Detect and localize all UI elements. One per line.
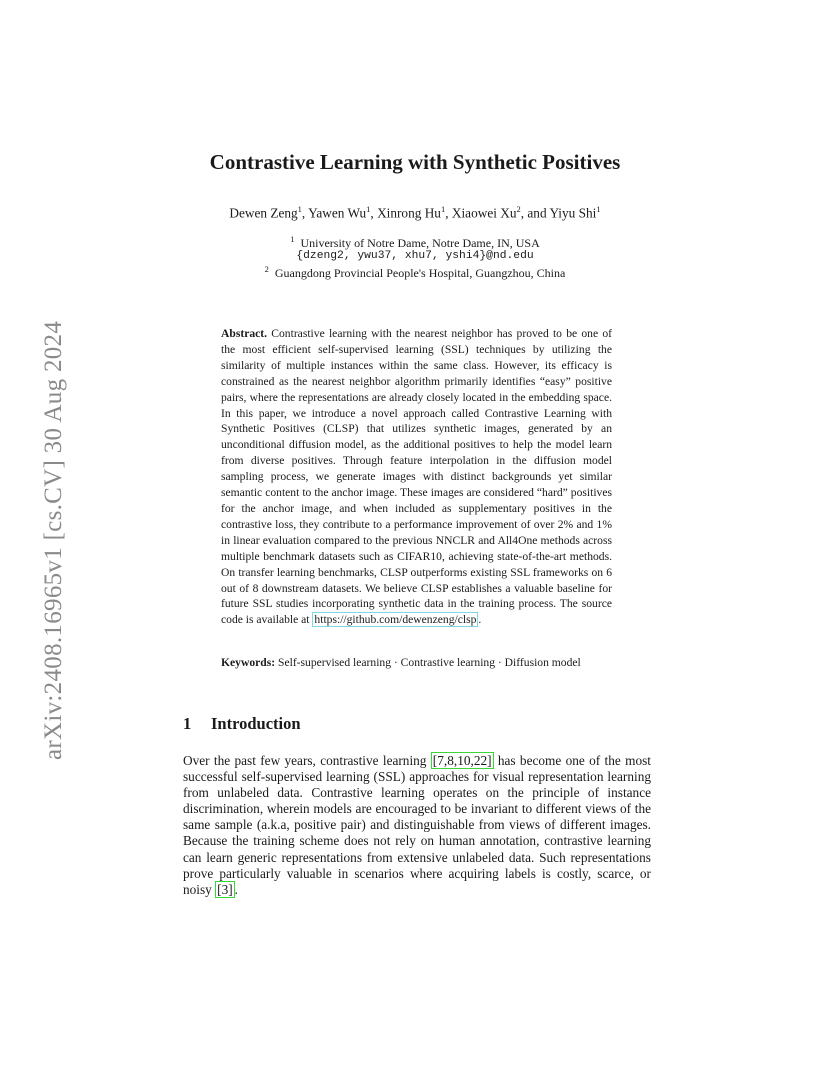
section-title: Introduction [211, 714, 301, 733]
author-name: Dewen Zeng [229, 205, 298, 221]
author-name: Xinrong Hu [377, 205, 441, 221]
citation-link[interactable]: 10 [457, 753, 471, 768]
citation-link[interactable]: 8 [447, 753, 454, 768]
arxiv-stamp: arXiv:2408.16965v1 [cs.CV] 30 Aug 2024 [40, 320, 67, 760]
affiliation-1: $^1$ University of Notre Dame, Notre Dame, IN, USA [290, 234, 540, 250]
affiliation-2: $^2$ Guangdong Provincial People's Hospital, Guangzhou, China [264, 264, 566, 280]
author-emails: {dzeng2, ywu37, xhu7, yshi4}@nd.edu [296, 250, 534, 262]
paper-title: Contrastive Learning with Synthetic Positives [209, 150, 621, 174]
source-code-link[interactable]: https://github.com/dewenzeng/clsp [314, 613, 477, 627]
section-number: 1 [183, 714, 192, 733]
citation-group: [7,8,10,22] [432, 753, 492, 768]
abstract-text: Contrastive learning with the nearest neighbor has proved to be one of the most efficient self-supervised learning (SSL) techniques by utilizing the similarity of multiple instances within the same class. However, its efficacy is constrained as the nearest neighbor algorithm primarily identifies “easy” positive pairs, where the representations are already closely located in the embedding space. In this paper, we introduce a novel approach called Contrastive Learning with Synthetic Positives (CLSP) that utilizes synthetic images, generated by an unconditional diffusion model, as the additional positives to help the model learn from diverse positives. Through feature interpolation in the diffusion model sampling process, we generate images with distinct backgrounds yet similar semantic content to the anchor image. These images are considered “hard” positives for the anchor image, and when included as supplementary positives in the contrastive loss, they contribute to a performance improvement of over 2% and 1% in linear evaluation compared to the previous NNCLR and All4One methods across multiple benchmark datasets such as CIFAR10, achieving state-of-the-art methods. On transfer learning benchmarks, CLSP outperforms existing SSL frameworks on 6 out of 8 downstream datasets. We believe CLSP establishes a valuable baseline for future SSL studies incorporating synthetic data in the training process. The source code is available at [221, 327, 612, 627]
citation-group: [3] [217, 881, 233, 897]
author-affiliation-mark: 1 [440, 204, 446, 214]
author-name: Yiyu Shi [549, 205, 597, 221]
keywords [221, 655, 612, 671]
author-list: Dewen Zeng$^1$, Yawen Wu$^1$, Xinrong Hu$^1$, Xiaowei Xu$^2$, and Yiyu Shi$^1$ [229, 204, 601, 221]
author-name: Xiaowei Xu [451, 205, 517, 221]
abstract-label: Abstract. [221, 327, 268, 340]
author-name: Yawen Wu [308, 205, 367, 221]
keywords-text: Self-supervised learning · Contrastive learning · Diffusion model [275, 656, 581, 669]
abstract: Abstract. Contrastive learning with the nearest neighbor has proved to be one of the most efficient self-supervised learning (SSL) techniques by utilizing the similarity of multiple instances within the same class. However, its efficacy is constrained as the nearest neighbor algorithm primarily identifies “easy” positive pairs, where the representations are already closely located in the embedding space. In this paper, we introduce a novel approach called Contrastive Learning with Synthetic Positives (CLSP) that utilizes synthetic images, generated by an unconditional diffusion model, as the additional positives to help the model learn from diverse positives. Through feature interpolation in the diffusion model sampling process, we generate images with distinct backgrounds yet similar semantic content to the anchor image. These images are considered “hard” positives for the anchor image, and when included as supplementary positives in the contrastive loss, they contribute to a performance improvement of over 2% and 1% in linear evaluation compared to the previous NNCLR and All4One methods across multiple benchmark datasets such as CIFAR10, achieving state-of-the-art methods. On transfer learning benchmarks, CLSP outperforms existing SSL frameworks on 6 out of 8 downstream datasets. We believe CLSP establishes a valuable baseline for future SSL studies incorporating synthetic data in the training process. The source code is available at https://github.com/dewenzeng/clsp . [221, 327, 612, 627]
keywords-label: Keywords: [221, 656, 276, 669]
citation-link[interactable]: 7 [437, 753, 444, 768]
citation-link[interactable]: 3 [221, 881, 229, 897]
intro-paragraph: Over the past few years, contrastive learning [7,8,10,22] has become one of the most successful self-supervised learning (SSL) approaches for visual representation learning from unlabeled data. Contrastive learning operates on the principle of instance discrimination, wherein models are encouraged to be invariant to different views of the same sample (a.k.a, positive pair) and distinguishable from views of different images. Because the training scheme does not rely on human annotation, contrastive learning can learn generic representations from extensive unlabeled data. Such representations prove particularly valuable in scenarios where acquiring labels is costly, scarce, or noisy [3] . [183, 753, 651, 897]
citation-link[interactable]: 22 [473, 753, 488, 768]
author-affiliation-mark: 1 [596, 204, 601, 214]
section-heading [183, 714, 301, 734]
author-affiliation-mark: 2 [516, 204, 521, 214]
author-affiliation-mark: 1 [297, 204, 302, 214]
author-affiliation-mark: 1 [366, 204, 371, 214]
